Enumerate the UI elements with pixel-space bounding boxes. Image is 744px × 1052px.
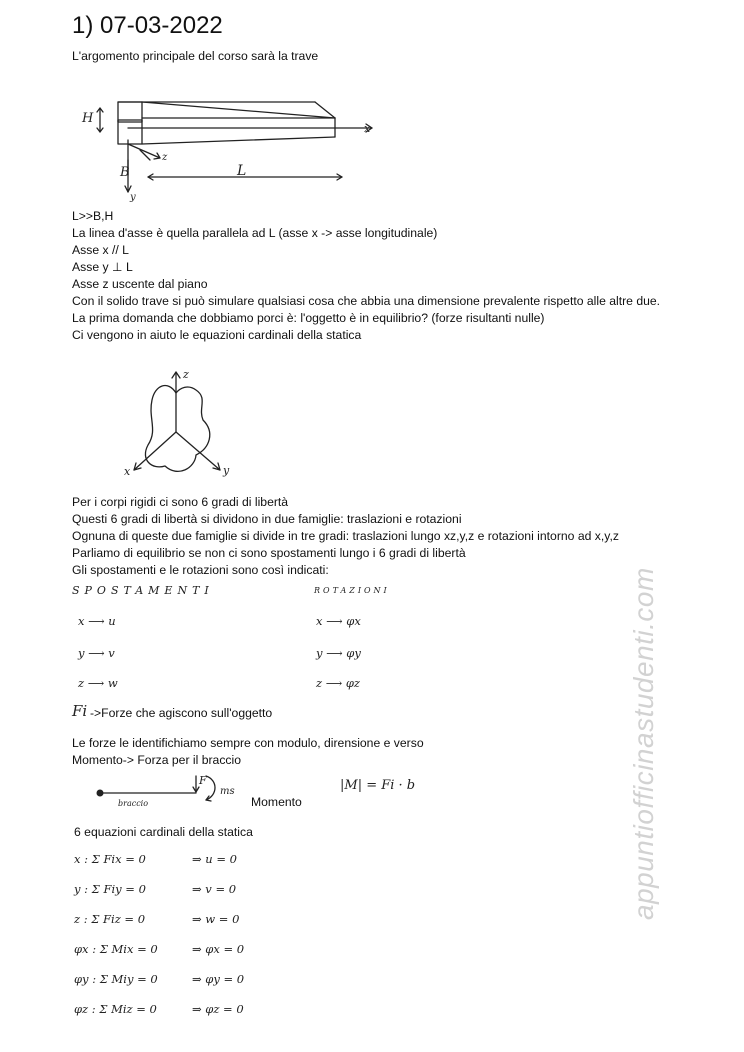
note-line: Per i corpi rigidi ci sono 6 gradi di libertà bbox=[72, 495, 289, 509]
note-line: Ognuna di queste due famiglie si divide in tre gradi: traslazioni lungo xz,y,z e rotazioni intorno ad x,y,z bbox=[72, 529, 619, 543]
note-line: Con il solido trave si può simulare qualsiasi cosa che abbia una dimensione prevalente rispetto alle altre due. bbox=[72, 294, 661, 308]
note-line: Parliamo di equilibrio se non ci sono spostamenti lungo i 6 gradi di libertà bbox=[72, 546, 466, 560]
moment-word: Momento bbox=[251, 795, 302, 809]
rotation-label: ms bbox=[220, 786, 235, 797]
equations-title: 6 equazioni cardinali della statica bbox=[74, 825, 253, 839]
equation-lhs: x : Σ Fix = 0 bbox=[74, 852, 146, 866]
force-symbol: Fi bbox=[72, 702, 88, 720]
note-line: Asse x // L bbox=[72, 243, 129, 257]
body-y-label: y bbox=[223, 464, 230, 477]
rotation-row: x ⟶ φx bbox=[316, 614, 361, 628]
equation-lhs: φz : Σ Miz = 0 bbox=[74, 1002, 157, 1016]
beam-l-label: L bbox=[237, 163, 247, 179]
displacement-row: z ⟶ w bbox=[78, 676, 118, 690]
force-label: F bbox=[199, 774, 207, 787]
note-line: Asse y ⊥ L bbox=[72, 260, 133, 274]
beam-z-label: z bbox=[162, 152, 168, 163]
forces-description: ->Forze che agiscono sull'oggetto bbox=[90, 706, 273, 720]
equation-lhs: φx : Σ Mix = 0 bbox=[74, 942, 158, 956]
rotations-header: ROTAZIONI bbox=[314, 586, 390, 595]
equation-rhs: ⇒ u = 0 bbox=[192, 852, 237, 866]
equation-rhs: ⇒ w = 0 bbox=[192, 912, 240, 926]
displacements-header: SPOSTAMENTI bbox=[72, 584, 214, 597]
page-title: 1) 07-03-2022 bbox=[72, 12, 223, 39]
note-line: Gli spostamenti e le rotazioni sono così indicati: bbox=[72, 563, 329, 577]
body-x-label: x bbox=[124, 465, 131, 478]
note-line: Ci vengono in aiuto le equazioni cardinali della statica bbox=[72, 328, 362, 342]
beam-h-label: H bbox=[82, 111, 94, 126]
equation-rhs: ⇒ φy = 0 bbox=[192, 972, 245, 986]
note-line: L>>B,H bbox=[72, 209, 114, 223]
forces-line: Le forze le identifichiamo sempre con modulo, dirensione e verso bbox=[72, 736, 424, 750]
note-line: La linea d'asse è quella parallela ad L (asse x -> asse longitudinale) bbox=[72, 226, 438, 240]
equation-lhs: z : Σ Fiz = 0 bbox=[74, 912, 146, 926]
rotation-row: z ⟶ φz bbox=[316, 676, 360, 690]
watermark bbox=[628, 540, 658, 920]
displacement-row: y ⟶ v bbox=[78, 646, 115, 660]
equation-rhs: ⇒ φz = 0 bbox=[192, 1002, 244, 1016]
equation-lhs: φy : Σ Miy = 0 bbox=[74, 972, 158, 986]
moment-line: Momento-> Forza per il braccio bbox=[72, 753, 241, 767]
body-z-label: z bbox=[183, 368, 189, 381]
equation-rhs: ⇒ φx = 0 bbox=[192, 942, 245, 956]
equation-rhs: ⇒ v = 0 bbox=[192, 882, 237, 896]
watermark-text: appuntiofficinastudenti.com bbox=[628, 567, 659, 920]
beam-b-label: B bbox=[120, 165, 130, 180]
note-line: Asse z uscente dal piano bbox=[72, 277, 208, 291]
beam-y-label: y bbox=[130, 192, 136, 203]
arm-label: braccio bbox=[118, 799, 149, 808]
beam-x-label: x bbox=[364, 122, 371, 135]
rotation-row: y ⟶ φy bbox=[316, 646, 361, 660]
equation-lhs: y : Σ Fiy = 0 bbox=[74, 882, 146, 896]
displacement-row: x ⟶ u bbox=[78, 614, 116, 628]
note-line: Questi 6 gradi di libertà si dividono in due famiglie: traslazioni e rotazioni bbox=[72, 512, 462, 526]
intro-line: L'argomento principale del corso sarà la trave bbox=[72, 49, 319, 63]
note-line: La prima domanda che dobbiamo porci è: l'oggetto è in equilibrio? (forze risultanti nulle) bbox=[72, 311, 545, 325]
moment-formula: |M| = Fi · b bbox=[340, 778, 416, 793]
